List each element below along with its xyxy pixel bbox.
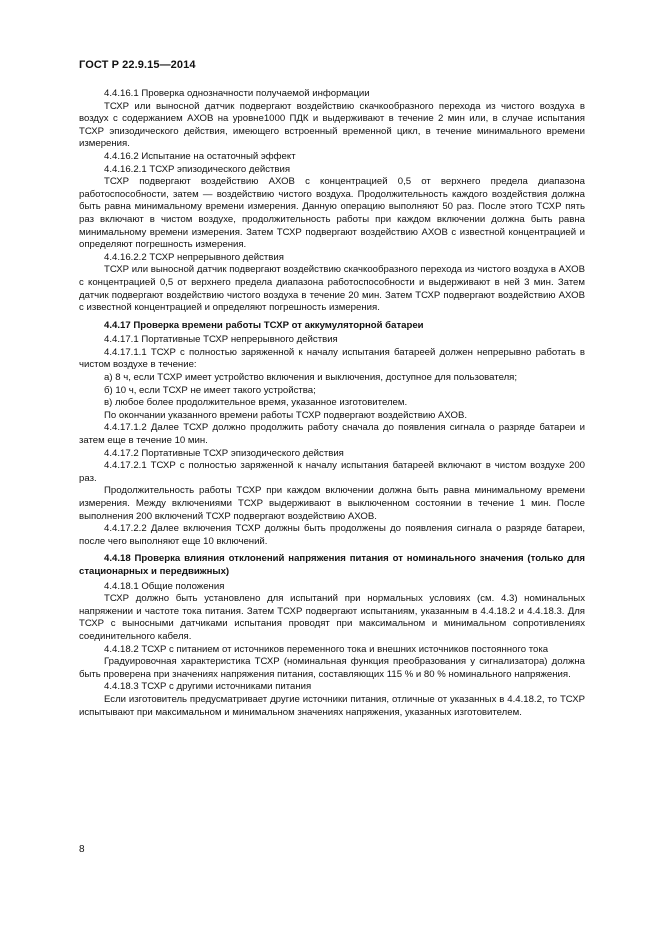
paragraph: 4.4.18.3 ТСХР с другими источниками питания xyxy=(104,681,312,693)
paragraph: ТСХР подвергают воздействию АХОВ с концентрацией 0,5 от верхнего предела диапазона работоспособности, затем — воздействию чистого воздуха. Продолжительность каждого воздействия должна быть равна минимальному времени измерения. Данную операцию выполняют 50 раз. После этого ТСХР пять раз включают в чистом воздухе, продолжительность работы при каждом включении должна быть равна минимальному времени измерения. Затем ТСХР подвергают воздействию АХОВ с известной концентрацией и определяют погрешность измерения. xyxy=(79,176,585,251)
paragraph: Продолжительность работы ТСХР при каждом включении должна быть равна минимальному времени измерения. Между включениями ТСХР выдерживают в выключенном состоянии в течение 1 мин. После выполнения 200 включений ТСХР подвергают воздействию АХОВ. xyxy=(79,485,585,522)
paragraph: Градуировочная характеристика ТСХР (номинальная функция преобразования у сигнализатора) должна быть проверена при значениях напряжения питания, составляющих 115 % и 80 % номинального напряжения. xyxy=(79,656,585,680)
paragraph: 4.4.16.2 Испытание на остаточный эффект xyxy=(104,150,296,162)
paragraph: ТСХР или выносной датчик подвергают воздействию скачкообразного перехода из чистого воздуха в АХОВ с концентрацией 0,5 от верхнего предела диапазона работоспособности и выдерживают в ней 3 мин. Затем датчик подвергают воздействию чистого воздуха в течение 20 мин. Затем ТСХР подвергают воздействию АХОВ с известной концентрацией и определяют погрешность измерения. xyxy=(79,264,585,314)
paragraph: в) любое более продолжительное время, указанное изготовителем. xyxy=(104,397,408,409)
page-number: 8 xyxy=(79,844,85,855)
paragraph: 4.4.16.2.1 ТСХР эпизодического действия xyxy=(104,163,291,175)
paragraph: 4.4.17.1 Портативные ТСХР непрерывного действия xyxy=(104,334,338,346)
paragraph: б) 10 ч, если ТСХР не имеет такого устройства; xyxy=(104,384,316,396)
paragraph: 4.4.17.1.1 ТСХР с полностью заряженной к началу испытания батареей должен непрерывно работать в чистом воздухе в течение: xyxy=(79,346,585,371)
document-header: ГОСТ Р 22.9.15—2014 xyxy=(79,59,196,71)
paragraph: Если изготовитель предусматривает другие источники питания, отличные от указанных в 4.4.18.2, то ТСХР испытывают при максимальном и минимальном значениях напряжения, указанных изготовителем. xyxy=(79,693,585,718)
paragraph: 4.4.17.2 Портативные ТСХР эпизодического действия xyxy=(104,447,344,459)
paragraph: а) 8 ч, если ТСХР имеет устройство включения и выключения, доступное для пользователя; xyxy=(104,372,518,384)
paragraph: 4.4.18.1 Общие положения xyxy=(104,580,225,592)
section-heading: 4.4.18 Проверка влияния отклонений напряжения питания от номинального значения (только для стационарных и передвижных) xyxy=(79,553,585,577)
paragraph: 4.4.17.1.2 Далее ТСХР должно продолжить работу сначала до появления сигнала о разряде батареи и затем еще в течение 10 мин. xyxy=(79,422,585,447)
paragraph: По окончании указанного времени работы ТСХР подвергают воздействию АХОВ. xyxy=(104,409,468,421)
document-body xyxy=(79,88,585,719)
section-heading: 4.4.17 Проверка времени работы ТСХР от аккумуляторной батареи xyxy=(104,319,424,331)
paragraph: 4.4.16.1 Проверка однозначности получаемой информации xyxy=(104,88,370,99)
paragraph: 4.4.17.2.2 Далее включения ТСХР должны быть продолжены до появления сигнала о разряде батареи, после чего выполняют еще 10 включений. xyxy=(79,523,585,547)
paragraph: ТСХР должно быть установлено для испытаний при нормальных условиях (см. 4.3) номинальных напряжении и частоте тока питания. Затем ТСХР подвергают испытаниям, указанным в 4.4.18.2 и 4.4.18.3. Для ТСХР с выносными датчиками испытания проводят при максимальном и минимальном сопротивлениях соединительного кабеля. xyxy=(79,593,585,642)
paragraph: ТСХР или выносной датчик подвергают воздействию скачкообразного перехода из чистого воздуха в воздух с содержанием АХОВ на уровне1000 ПДК и выдерживают в течение 2 мин или, в случае испытания ТСХР эпизодического действия, имеющего встроенный временной цикл, в течение минимального времени измерения. xyxy=(79,100,585,150)
paragraph: 4.4.17.2.1 ТСХР с полностью заряженной к началу испытания батареей включают в чистом воздухе 200 раз. xyxy=(79,460,585,484)
paragraph: 4.4.18.2 ТСХР с питанием от источников переменного тока и внешних источников постоянного тока xyxy=(104,643,549,655)
paragraph: 4.4.16.2.2 ТСХР непрерывного действия xyxy=(104,251,284,263)
